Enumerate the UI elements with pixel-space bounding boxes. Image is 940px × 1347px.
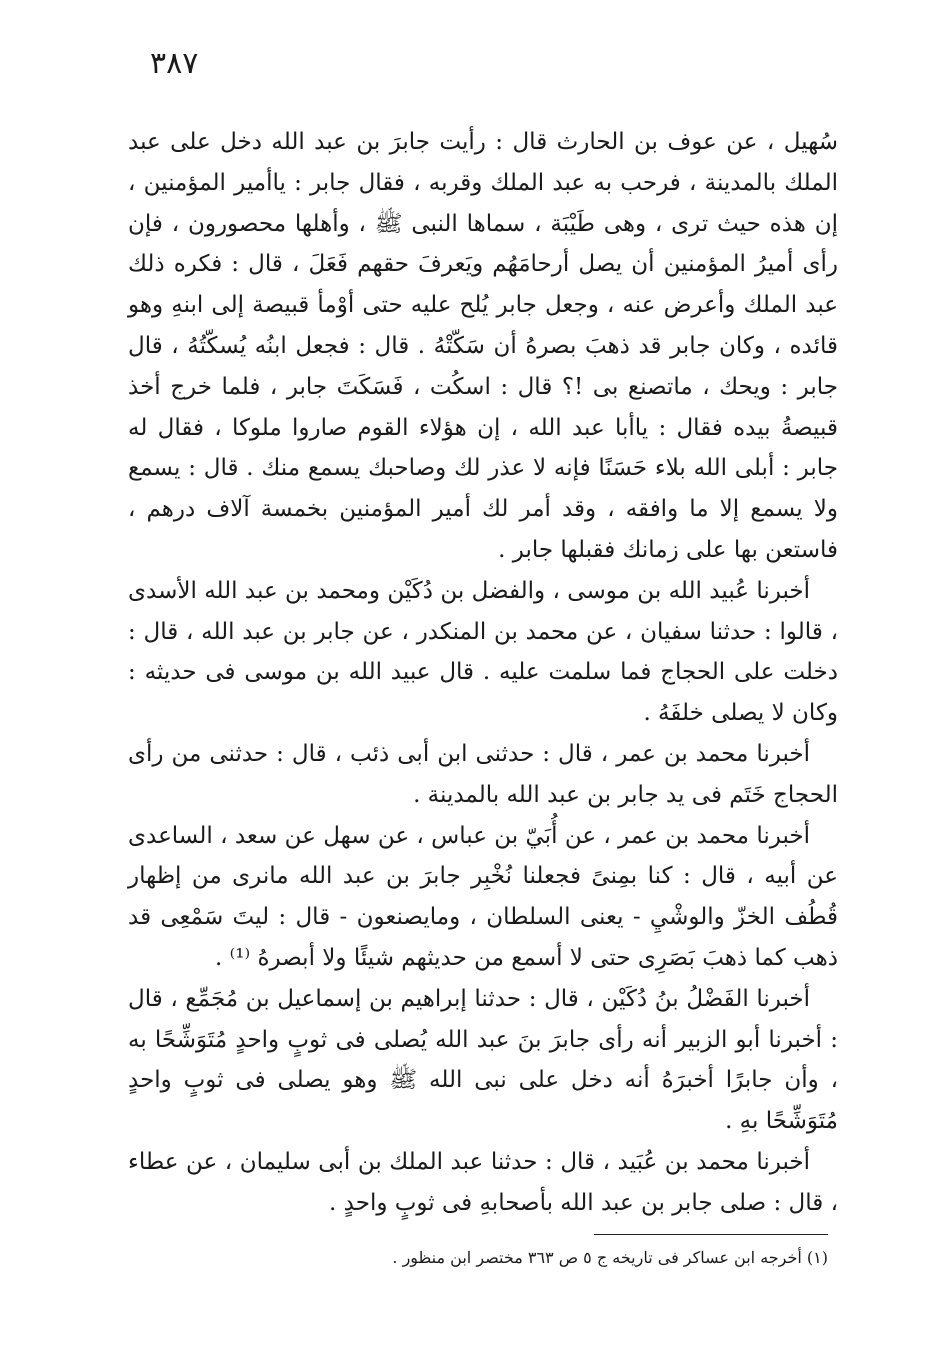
paragraph-4: أخبرنا محمد بن عمر ، عن أُبَيّ بن عباس ، عن سهل عن سعد ، الساعدى عن أبيه ، قال : كنا بمِنىً فجعلنا نُخْبِر جابرَ بن عبد الله مانرى من إظهار قُطُف الخزّ والوشْيِ - يعنى السلطان ، ومايصنعون - قال : ليتَ سَمْعِى قد ذهب كما ذهبَ بَصَرِى حتى لا أسمع من حديثهم شيئًا ولا أبصرهُ ⁽¹⁾ .: [128, 822, 838, 971]
paragraph-1: سُهيل ، عن عوف بن الحارث قال : رأيت جابرَ بن عبد الله دخل على عبد الملك بالمدينة ، فرحب به عبد الملك وقربه ، فقال جابر : ياأمير المؤمنين ، إن هذه حيث ترى ، وهى طَيْبَة ، سماها النبى ﷺ ، وأهلها محصورون ، فإن رأى أميرُ المؤمنين أن يصل أرحامَهُم ويَعرفَ حقهم فَعَلَ ، قال : فكره ذلك عبد الملك وأعرض عنه ، وجعل جابر يُلح عليه حتى أوْمأ قبيصة إلى ابنهِ وهو قائده ، وكان جابر قد ذهبَ بصرهُ أن سَكّتْهُ . قال : فجعل ابنُه يُسكّتُهُ ، قال جابر : ويحك ، ماتصنع بى !؟ قال : اسكُت ، فَسَكَتَ جابر ، فلما خرج أخذ قبيصةُ بيده فقال : ياأبا عبد الله ، إن هؤلاء القوم صاروا ملوكا ، فقال له جابر : أبلى الله بلاء حَسَنًا فإنه لا عذر لك وصاحبك يسمع منك . قال : يسمع ولا يسمع إلا ما وافقه ، وقد أمر لك أمير المؤمنين بخمسة آلاف درهم ، فاستعن بها على زمانك فقبلها جابر .: [128, 129, 838, 563]
page-number: ٣٨٧: [150, 46, 199, 81]
footnote: (١) أخرجه ابن عساكر فى تاريخه ج ٥ ص ٣٦٣ مختصر ابن منظور .: [392, 1248, 828, 1267]
body-text: [128, 122, 838, 1224]
paragraph-2: أخبرنا عُبيد الله بن موسى ، والفضل بن دُكَيْن ومحمد بن عبد الله الأسدى ، قالوا : حدثنا سفيان ، عن محمد بن المنكدر ، عن جابر بن عبد الله ، قال : دخلت على الحجاج فما سلمت عليه . قال عبيد الله بن موسى فى حديثه : وكان لا يصلى خلفَهُ .: [128, 577, 838, 727]
footnote-divider: [594, 1234, 828, 1235]
paragraph-3: أخبرنا محمد بن عمر ، قال : حدثنى ابن أبى ذئب ، قال : حدثنى من رأى الحجاج خَتَم فى يد جابر بن عبد الله بالمدينة .: [128, 740, 838, 808]
paragraph-6: أخبرنا محمد بن عُبَيد ، قال : حدثنا عبد الملك بن أبى سليمان ، عن عطاء ، قال : صلى جابر بن عبد الله بأصحابهِ فى ثوبٍ واحدٍ .: [128, 1148, 838, 1216]
paragraph-5: أخبرنا الفَضْلُ بنُ دُكَيْن ، قال : حدثنا إبراهيم بن إسماعيل بن مُجَمِّع ، قال : أخبرنا أبو الزبير أنه رأى جابرَ بنَ عبد الله يُصلى فى ثوبٍ واحدٍ مُتَوَشِّحًا به ، وأن جابرًا أخبرَهُ أنه دخل على نبى الله ﷺ وهو يصلى فى ثوبٍ واحدٍ مُتَوَشِّحًا بهِ .: [128, 985, 838, 1135]
